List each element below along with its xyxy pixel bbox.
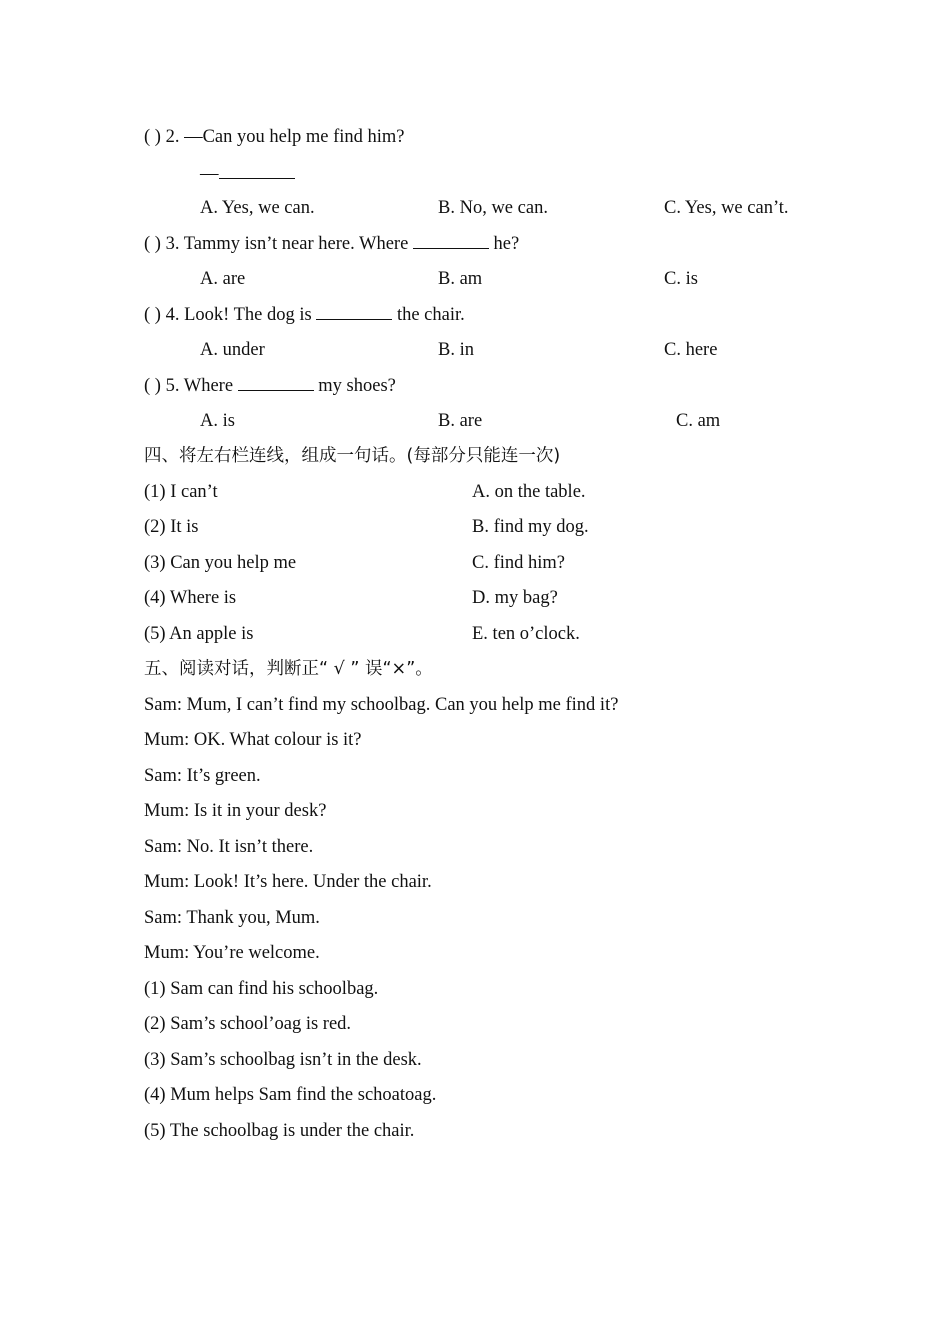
question-5-prompt	[144, 374, 396, 397]
question-2-option-b: B. No, we can.	[438, 198, 548, 218]
dialogue-line-1: Sam: Mum, I can’t find my schoolbag. Can you help me find it?	[144, 695, 619, 715]
answer-dash: —	[200, 164, 219, 184]
question-2-option-a: A. Yes, we can.	[200, 198, 315, 218]
question-2-answer-line	[200, 162, 295, 185]
question-5-option-a: A. is	[200, 411, 235, 431]
match-left-4: (4) Where is	[144, 588, 237, 608]
dialogue-line-7: Sam: Thank you, Mum.	[144, 908, 320, 928]
dialogue-line-2: Mum: OK. What colour is it?	[144, 730, 362, 750]
question-5-text-after: my shoes?	[313, 376, 396, 396]
match-left-3: (3) Can you help me	[144, 553, 297, 573]
statement-4: (4) Mum helps Sam find the schoatoag.	[144, 1085, 437, 1105]
question-4-text-after: the chair.	[392, 305, 465, 325]
question-4-option-a: A. under	[200, 340, 265, 360]
statement-5: (5) The schoolbag is under the chair.	[144, 1121, 415, 1141]
dialogue-line-3: Sam: It’s green.	[144, 766, 261, 786]
question-4-option-c: C. here	[664, 340, 718, 360]
answer-blank	[219, 162, 295, 179]
question-4-text-before: ( ) 4. Look! The dog is	[144, 305, 317, 325]
match-right-b: B. find my dog.	[472, 517, 589, 537]
match-left-5: (5) An apple is	[144, 624, 254, 644]
section-5-title: 五、阅读对话，判断正“ √ ” 误“×”。	[144, 659, 433, 679]
match-right-e: E. ten o’clock.	[472, 624, 580, 644]
section-4-title: 四、将左右栏连线，组成一句话。(每部分只能连一次)	[144, 446, 561, 466]
question-3-option-a: A. are	[200, 269, 246, 289]
statement-1: (1) Sam can find his schoolbag.	[144, 979, 379, 999]
question-5-blank	[238, 374, 314, 391]
match-left-1: (1) I can’t	[144, 482, 218, 502]
question-3-text-after: he?	[488, 234, 520, 254]
question-3-text-before: ( ) 3. Tammy isn’t near here. Where	[144, 234, 413, 254]
match-right-d: D. my bag?	[472, 588, 558, 608]
question-4-blank	[316, 303, 392, 320]
question-3-option-b: B. am	[438, 269, 483, 289]
match-right-c: C. find him?	[472, 553, 566, 573]
question-4-prompt	[144, 303, 465, 326]
question-3-option-c: C. is	[664, 269, 698, 289]
question-2-option-c: C. Yes, we can’t.	[664, 198, 789, 218]
question-4-option-b: B. in	[438, 340, 474, 360]
statement-3: (3) Sam’s schoolbag isn’t in the desk.	[144, 1050, 422, 1070]
dialogue-line-8: Mum: You’re welcome.	[144, 943, 320, 963]
question-5-option-b: B. are	[438, 411, 483, 431]
question-3-blank	[413, 232, 489, 249]
question-5-text-before: ( ) 5. Where	[144, 376, 238, 396]
question-2-prompt: ( ) 2. —Can you help me find him?	[144, 127, 405, 147]
statement-2: (2) Sam’s school’oag is red.	[144, 1014, 352, 1034]
match-right-a: A. on the table.	[472, 482, 586, 502]
question-3-prompt	[144, 232, 519, 255]
dialogue-line-5: Sam: No. It isn’t there.	[144, 837, 314, 857]
dialogue-line-6: Mum: Look! It’s here. Under the chair.	[144, 872, 432, 892]
dialogue-line-4: Mum: Is it in your desk?	[144, 801, 327, 821]
match-left-2: (2) It is	[144, 517, 199, 537]
question-5-option-c: C. am	[676, 411, 721, 431]
